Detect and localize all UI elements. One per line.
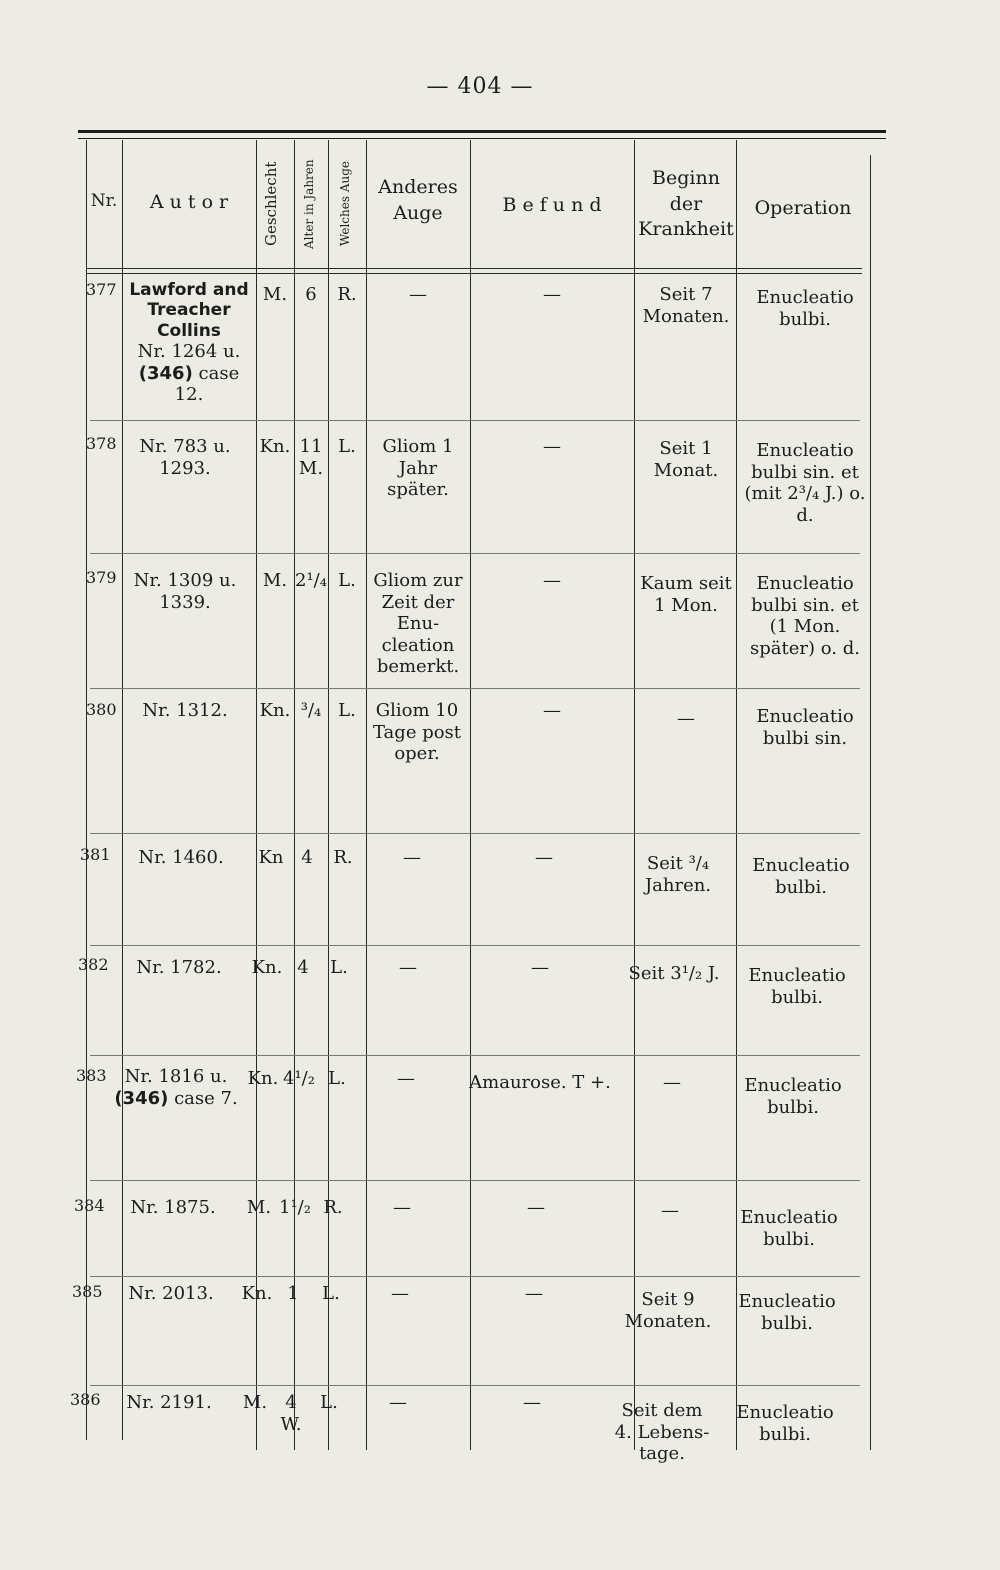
- row-divider: [90, 1055, 860, 1056]
- cell-geschlecht: Kn.: [247, 1068, 279, 1089]
- cell-befund: —: [525, 1283, 543, 1304]
- cell-autor-ref: Nr. 1264 u.: [137, 341, 241, 363]
- cell-anderes: —: [409, 284, 427, 305]
- header-alter: Alter in Jahren: [302, 159, 316, 249]
- cell-geschlecht: M.: [262, 570, 288, 591]
- cell-befund: —: [543, 436, 561, 457]
- column-divider: [328, 140, 329, 1450]
- cell-beginn: —: [661, 1200, 679, 1221]
- column-divider: [634, 140, 635, 1450]
- cell-auge: L.: [330, 957, 348, 978]
- cell-operation: Enucleatio bulbi.: [756, 287, 854, 330]
- cell-alter: 1¹/₂: [279, 1197, 311, 1218]
- column-divider: [470, 140, 471, 1450]
- cell-operation: Enucleatio bulbi.: [752, 855, 850, 898]
- page-number: — 404 —: [426, 74, 534, 99]
- header-autor: A u t o r: [149, 191, 229, 213]
- cell-alter: 11 M.: [298, 436, 324, 479]
- cell-beginn: Seit ³/₄ Jahren.: [644, 853, 712, 896]
- cell-beginn: Seit dem 4. Lebens-tage.: [614, 1400, 710, 1465]
- cell-auge: R.: [333, 847, 353, 868]
- cell-autor: Nr. 1875.: [130, 1197, 216, 1218]
- header-rule: [86, 268, 862, 269]
- cell-auge: L.: [328, 1068, 346, 1089]
- cell-beginn: Kaum seit 1 Mon.: [640, 573, 732, 616]
- cell-anderes: Gliom 1 Jahr später.: [382, 436, 454, 501]
- cell-autor: [114, 1066, 238, 1109]
- cell-geschlecht: M.: [262, 284, 288, 305]
- cell-autor: Nr. 1309 u. 1339.: [133, 570, 237, 613]
- cell-anderes: —: [391, 1283, 409, 1304]
- cell-anderes: —: [397, 1068, 415, 1089]
- cell-nr: 379: [86, 568, 117, 587]
- cell-alter: ³/₄: [300, 700, 322, 721]
- column-divider: [256, 140, 257, 1450]
- cell-anderes: —: [393, 1197, 411, 1218]
- cell-operation: Enucleatio bulbi.: [744, 1075, 842, 1118]
- cell-anderes: Gliom zur Zeit der Enu-cleation bemerkt.: [373, 570, 463, 678]
- header-geschlecht: Geschlecht: [262, 161, 280, 247]
- cell-autor: Nr. 783 u. 1293.: [139, 436, 231, 479]
- cell-nr: 384: [74, 1196, 105, 1215]
- cell-geschlecht: Kn.: [251, 957, 283, 978]
- header-befund: B e f u n d: [502, 194, 602, 216]
- column-divider: [870, 155, 871, 1450]
- cell-befund: —: [543, 570, 561, 591]
- cell-autor: Nr. 1312.: [142, 700, 228, 721]
- column-divider: [294, 140, 295, 1450]
- cell-beginn: Seit 1 Monat.: [653, 438, 719, 481]
- top-rule-thin: [78, 138, 886, 139]
- cell-geschlecht: Kn: [258, 847, 284, 868]
- cell-operation: Enucleatio bulbi.: [748, 965, 846, 1008]
- cell-alter: 1: [287, 1283, 299, 1304]
- cell-autor-case: (346) case 7.: [114, 1087, 238, 1109]
- cell-autor-ref: Nr. 1816 u.: [124, 1066, 228, 1087]
- header-beginn: Beginn der Krankheit: [638, 167, 734, 241]
- cell-anderes: Gliom 10 Tage post oper.: [372, 700, 462, 765]
- header-welches-auge: Welches Auge: [338, 161, 352, 247]
- cell-auge: L.: [322, 1283, 340, 1304]
- cell-autor: [122, 280, 256, 406]
- cell-befund: —: [523, 1392, 541, 1413]
- column-divider: [366, 140, 367, 1450]
- cell-auge: R.: [337, 284, 357, 305]
- cell-befund: —: [535, 847, 553, 868]
- cell-beginn: —: [663, 1072, 681, 1093]
- cell-alter: 4¹/₂: [283, 1068, 315, 1089]
- row-divider: [90, 1180, 860, 1181]
- cell-anderes: —: [389, 1392, 407, 1413]
- cell-autor: Nr. 2013.: [128, 1283, 214, 1304]
- cell-alter: 6: [305, 284, 317, 305]
- row-divider: [90, 688, 860, 689]
- cell-anderes: —: [403, 847, 421, 868]
- header-nr: Nr.: [90, 191, 118, 211]
- cell-nr: 380: [86, 700, 117, 719]
- row-divider: [90, 833, 860, 834]
- cell-nr: 378: [86, 434, 117, 453]
- cell-befund: —: [527, 1197, 545, 1218]
- cell-operation: Enucleatio bulbi sin.: [756, 706, 854, 749]
- cell-autor-case: (346) case 12.: [138, 362, 240, 406]
- cell-operation: Enucleatio bulbi.: [738, 1291, 836, 1334]
- cell-befund: —: [543, 284, 561, 305]
- cell-autor: Nr. 1460.: [138, 847, 224, 868]
- cell-alter: 4 W.: [280, 1392, 302, 1435]
- cell-autor-name: Lawford and Treacher Collins: [129, 280, 249, 341]
- row-divider: [90, 420, 860, 421]
- cell-geschlecht: Kn.: [241, 1283, 273, 1304]
- cell-nr: 386: [70, 1390, 101, 1409]
- cell-auge: R.: [323, 1197, 343, 1218]
- cell-befund: —: [531, 957, 549, 978]
- header-rule: [86, 273, 862, 274]
- cell-nr: 377: [86, 280, 117, 299]
- cell-auge: L.: [338, 436, 356, 457]
- cell-autor: Nr. 1782.: [136, 957, 222, 978]
- cell-geschlecht: M.: [242, 1392, 268, 1413]
- cell-geschlecht: Kn.: [259, 436, 291, 457]
- cell-geschlecht: Kn.: [259, 700, 291, 721]
- cell-beginn: Seit 7 Monaten.: [642, 284, 730, 327]
- cell-befund: —: [543, 700, 561, 721]
- cell-nr: 382: [78, 955, 109, 974]
- cell-auge: L.: [338, 570, 356, 591]
- column-divider: [86, 140, 87, 1440]
- cell-operation: Enucleatio bulbi.: [740, 1207, 838, 1250]
- cell-nr: 385: [72, 1282, 103, 1301]
- row-divider: [90, 945, 860, 946]
- header-operation: Operation: [754, 197, 852, 219]
- cell-operation: Enucleatio bulbi sin. et (mit 2³/₄ J.) o. d.: [744, 440, 866, 526]
- cell-alter: 4: [301, 847, 313, 868]
- header-anderes-auge: Anderes Auge: [378, 176, 458, 224]
- cell-alter: 2¹/₄: [295, 570, 327, 591]
- cell-befund: Amaurose. T +.: [469, 1072, 611, 1093]
- cell-geschlecht: M.: [246, 1197, 272, 1218]
- row-divider: [90, 1385, 860, 1386]
- cell-anderes: —: [399, 957, 417, 978]
- cell-autor: Nr. 2191.: [126, 1392, 212, 1413]
- cell-auge: L.: [338, 700, 356, 721]
- top-rule: [78, 130, 886, 133]
- cell-nr: 381: [80, 845, 111, 864]
- column-divider: [736, 140, 737, 1450]
- cell-beginn: Seit 3¹/₂ J.: [628, 963, 720, 984]
- cell-beginn: Seit 9 Monaten.: [624, 1289, 712, 1332]
- row-divider: [90, 553, 860, 554]
- cell-operation: Enucleatio bulbi sin. et (1 Mon. später) o. d.: [750, 573, 860, 659]
- cell-auge: L.: [320, 1392, 338, 1413]
- cell-alter: 4: [297, 957, 309, 978]
- cell-operation: Enucleatio bulbi.: [736, 1402, 834, 1445]
- cell-nr: 383: [76, 1066, 107, 1085]
- cell-beginn: —: [677, 708, 695, 729]
- row-divider: [90, 1276, 860, 1277]
